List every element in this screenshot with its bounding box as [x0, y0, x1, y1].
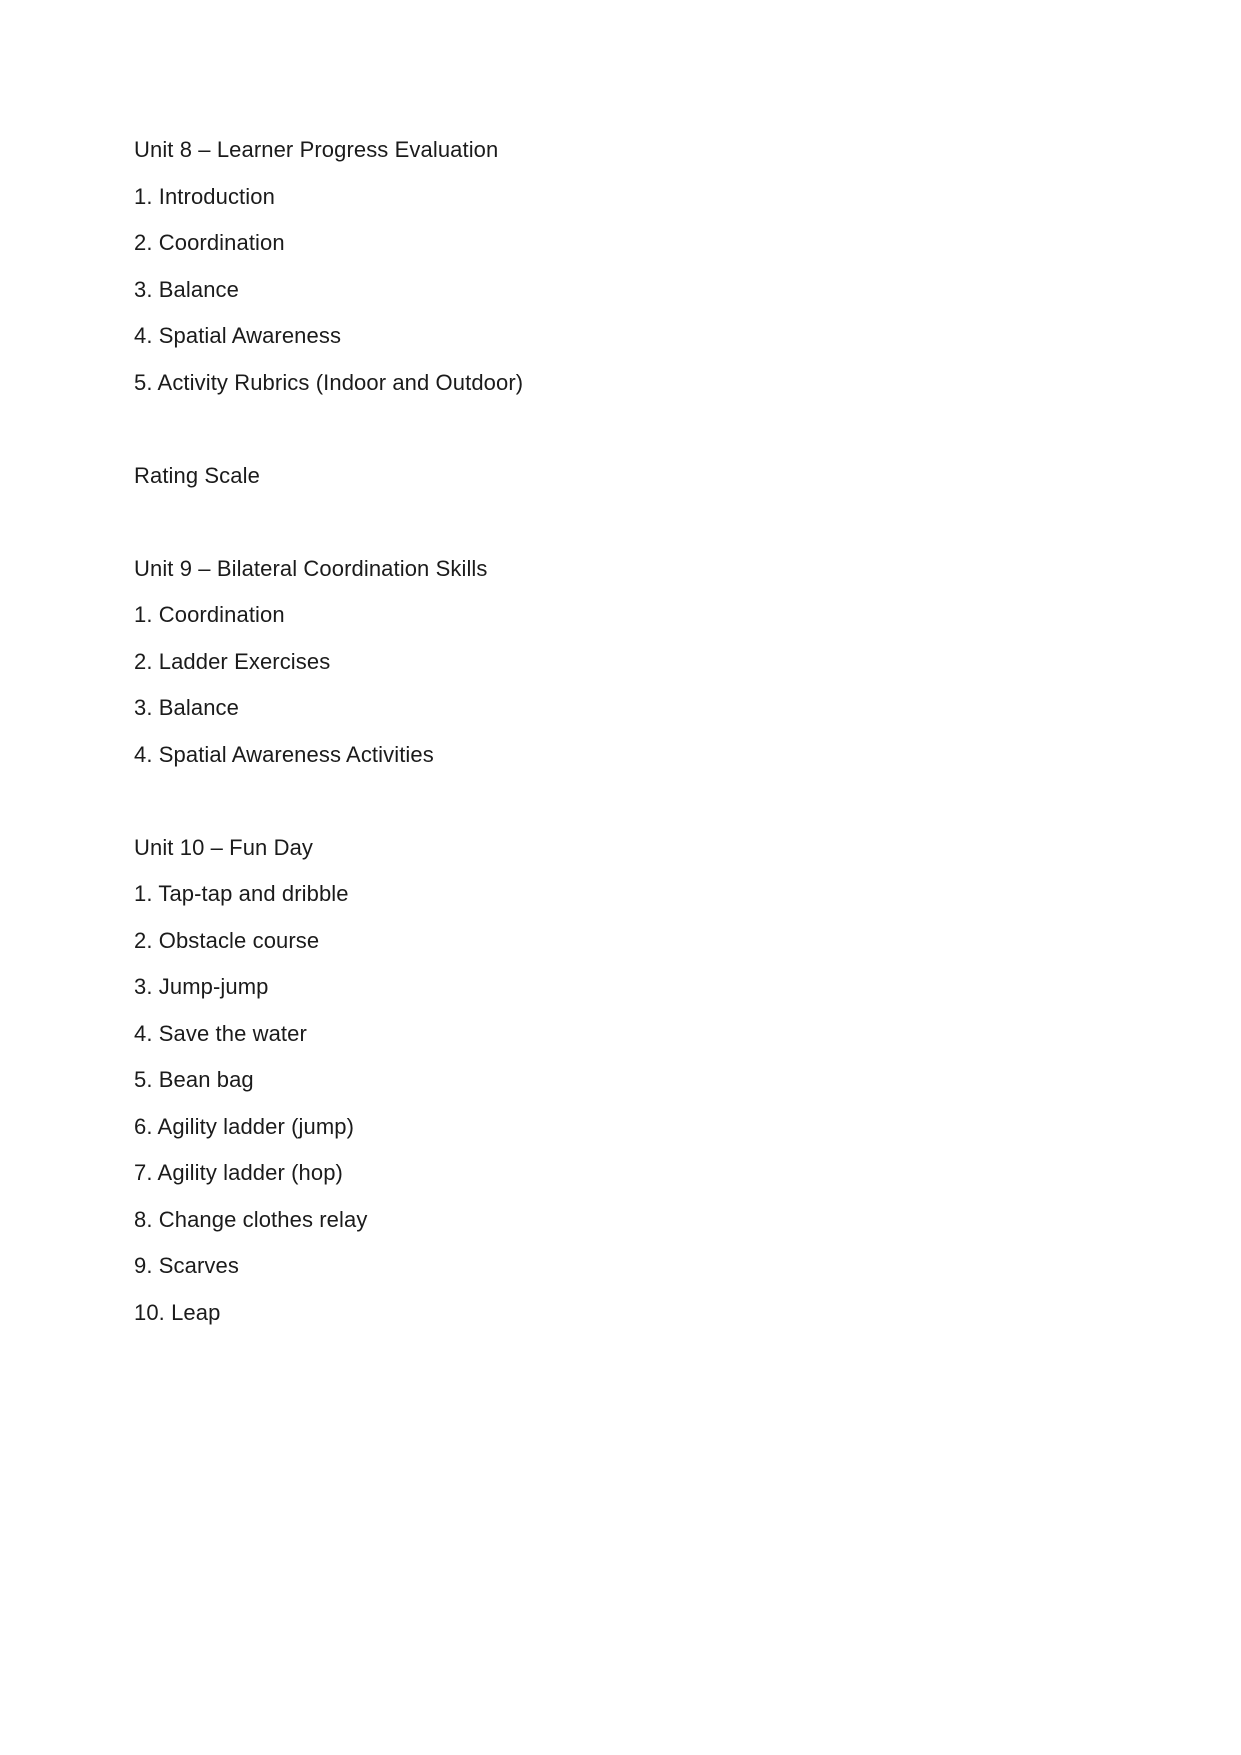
list-item: 3. Balance — [134, 276, 239, 302]
blank-line — [134, 415, 1114, 443]
section-heading: Rating Scale — [134, 462, 260, 488]
list-item: 4. Spatial Awareness Activities — [134, 741, 434, 767]
list-item: 9. Scarves — [134, 1253, 239, 1278]
list-item: 4. Save the water — [134, 1020, 307, 1046]
list-item: 2. Coordination — [134, 230, 285, 255]
list-item: 1. Coordination — [134, 602, 285, 627]
list-item: 4. Spatial Awareness — [134, 323, 342, 348]
blank-line — [134, 508, 1114, 536]
blank-line — [134, 787, 1114, 815]
list-item: 3. Jump-jump — [134, 974, 269, 999]
list-item: 1. Introduction — [134, 183, 275, 209]
list-item: 2. Ladder Exercises — [134, 648, 331, 674]
section-unit-9 — [134, 555, 1114, 769]
section-heading: Unit 10 – Fun Day — [134, 834, 314, 860]
document-body — [134, 136, 1114, 1345]
section-heading: Unit 8 – Learner Progress Evaluation — [134, 137, 499, 162]
list-item: 3. Balance — [134, 695, 239, 720]
section-rating-scale — [134, 462, 1114, 490]
section-unit-10 — [134, 834, 1114, 1327]
list-item: 6. Agility ladder (jump) — [134, 1113, 355, 1139]
list-item: 2. Obstacle course — [134, 927, 320, 953]
section-unit-8 — [134, 136, 1114, 397]
list-item: 10. Leap — [134, 1299, 221, 1325]
list-item: 7. Agility ladder (hop) — [134, 1160, 343, 1185]
section-heading: Unit 9 – Bilateral Coordination Skills — [134, 555, 488, 581]
list-item: 5. Activity Rubrics (Indoor and Outdoor) — [134, 369, 524, 395]
list-item: 5. Bean bag — [134, 1067, 254, 1092]
list-item: 1. Tap-tap and dribble — [134, 881, 349, 906]
list-item: 8. Change clothes relay — [134, 1206, 368, 1232]
